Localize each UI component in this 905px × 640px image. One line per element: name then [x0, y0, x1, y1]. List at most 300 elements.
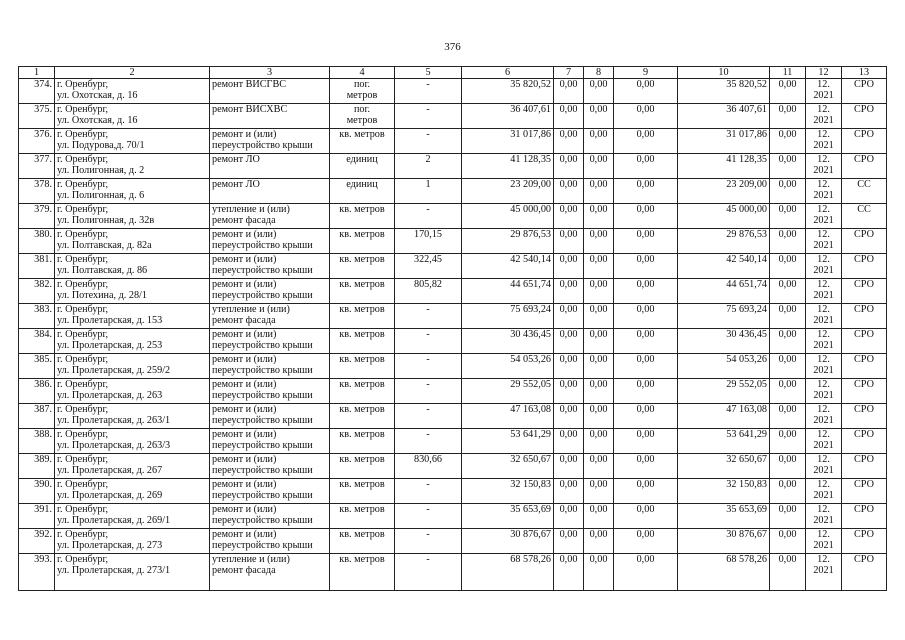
work-type-line1: ремонт и (или)	[212, 129, 277, 140]
table-cell	[806, 529, 842, 554]
quantity: -	[426, 379, 430, 390]
deadline-year: 2021	[813, 90, 834, 101]
table-cell	[806, 504, 842, 529]
table-cell	[678, 454, 770, 479]
row-number: 383.	[34, 304, 52, 315]
row-number: 374.	[34, 79, 52, 90]
table-cell	[614, 79, 678, 104]
table-cell	[614, 354, 678, 379]
work-type-line1: ремонт ЛО	[212, 154, 260, 165]
row-number: 377.	[34, 154, 52, 165]
table-cell	[330, 254, 395, 279]
total-cost: 75 693,24	[510, 304, 551, 315]
table-cell	[19, 379, 55, 404]
amount-col7: 0,00	[559, 429, 578, 440]
quantity: -	[426, 79, 430, 90]
total-cost: 29 552,05	[510, 379, 551, 390]
deadline-month: 12.	[817, 154, 830, 165]
table-cell	[770, 479, 806, 504]
amount-col9: 0,00	[636, 504, 655, 515]
deadline-month: 12.	[817, 254, 830, 265]
quantity: -	[426, 429, 430, 440]
address-street: ул. Пролетарская, д. 153	[57, 315, 163, 326]
table-cell	[584, 179, 614, 204]
quantity: 805,82	[413, 279, 442, 290]
table-cell	[554, 479, 584, 504]
table-cell	[770, 329, 806, 354]
work-type-line2: переустройство крыши	[212, 465, 313, 476]
table-cell	[614, 329, 678, 354]
table-cell	[210, 329, 330, 354]
table-row	[19, 104, 887, 129]
table-cell	[842, 104, 887, 129]
deadline-month: 12.	[817, 354, 830, 365]
work-type-line1: ремонт и (или)	[212, 454, 277, 465]
amount-col7: 0,00	[559, 304, 578, 315]
table-row	[19, 429, 887, 454]
table-cell	[842, 529, 887, 554]
deadline-month: 12.	[817, 554, 830, 565]
table-cell	[584, 104, 614, 129]
row-number: 380.	[34, 229, 52, 240]
table-cell	[554, 154, 584, 179]
table-row	[19, 329, 887, 354]
table-cell	[462, 279, 554, 304]
table-cell	[395, 504, 462, 529]
table-cell	[462, 304, 554, 329]
address-street: ул. Охотская, д. 16	[57, 90, 138, 101]
table-cell	[614, 179, 678, 204]
table-cell	[210, 479, 330, 504]
table-cell	[554, 279, 584, 304]
table-cell	[210, 529, 330, 554]
table-cell	[842, 329, 887, 354]
address-city: г. Оренбург,	[57, 154, 109, 165]
column-number-row	[19, 67, 887, 79]
table-cell	[462, 204, 554, 229]
work-type-line2: переустройство крыши	[212, 515, 313, 526]
unit-line1: кв. метров	[339, 354, 385, 365]
table-cell	[678, 154, 770, 179]
row-number: 375.	[34, 104, 52, 115]
amount-col10: 47 163,08	[726, 404, 767, 415]
row-number: 389.	[34, 454, 52, 465]
column-header: 7	[554, 67, 584, 79]
table-cell	[330, 504, 395, 529]
amount-col10: 32 650,67	[726, 454, 767, 465]
table-cell	[806, 479, 842, 504]
column-header: 13	[842, 67, 887, 79]
work-type-line1: ремонт и (или)	[212, 404, 277, 415]
table-cell	[678, 504, 770, 529]
address-street: ул. Пролетарская, д. 263	[57, 390, 163, 401]
total-cost: 36 407,61	[510, 104, 551, 115]
work-type-line2: переустройство крыши	[212, 140, 313, 151]
table-cell	[678, 354, 770, 379]
table-cell	[395, 454, 462, 479]
table-cell	[19, 229, 55, 254]
amount-col10: 75 693,24	[726, 304, 767, 315]
table-cell	[19, 554, 55, 591]
table-cell	[210, 79, 330, 104]
row-number: 387.	[34, 404, 52, 415]
work-type-line2: ремонт фасада	[212, 315, 276, 326]
total-cost: 35 653,69	[510, 504, 551, 515]
column-header: 10	[678, 67, 770, 79]
table-cell	[806, 104, 842, 129]
unit-line1: кв. метров	[339, 529, 385, 540]
table-cell	[614, 429, 678, 454]
amount-col10: 35 820,52	[726, 79, 767, 90]
table-cell	[554, 554, 584, 591]
work-type-line1: ремонт и (или)	[212, 429, 277, 440]
table-cell	[678, 104, 770, 129]
amount-col7: 0,00	[559, 254, 578, 265]
table-cell	[842, 454, 887, 479]
address-street: ул. Пролетарская, д. 269/1	[57, 515, 171, 526]
table-cell	[554, 204, 584, 229]
table-cell	[330, 304, 395, 329]
work-type-line1: ремонт ЛО	[212, 179, 260, 190]
work-type-line1: ремонт и (или)	[212, 379, 277, 390]
deadline-month: 12.	[817, 229, 830, 240]
amount-col10: 44 651,74	[726, 279, 767, 290]
table-cell	[806, 79, 842, 104]
deadline-year: 2021	[813, 265, 834, 276]
address-city: г. Оренбург,	[57, 104, 109, 115]
table-cell	[395, 254, 462, 279]
table-cell	[330, 154, 395, 179]
table-cell	[584, 554, 614, 591]
deadline-month: 12.	[817, 404, 830, 415]
row-number: 390.	[34, 479, 52, 490]
table-cell	[584, 229, 614, 254]
unit-line1: кв. метров	[339, 304, 385, 315]
deadline-year: 2021	[813, 465, 834, 476]
table-row	[19, 204, 887, 229]
table-cell	[55, 404, 210, 429]
table-cell	[462, 329, 554, 354]
table-cell	[210, 279, 330, 304]
deadline-year: 2021	[813, 340, 834, 351]
table-cell	[842, 79, 887, 104]
table-cell	[210, 229, 330, 254]
address-street: ул. Полигонная, д. 32в	[57, 215, 155, 226]
table-cell	[19, 429, 55, 454]
table-cell	[614, 279, 678, 304]
amount-col9: 0,00	[636, 529, 655, 540]
table-cell	[210, 454, 330, 479]
amount-col7: 0,00	[559, 504, 578, 515]
amount-col9: 0,00	[636, 79, 655, 90]
contractor-method: СРО	[854, 229, 874, 240]
amount-col8: 0,00	[589, 179, 608, 190]
amount-col11: 0,00	[778, 229, 797, 240]
table-cell	[842, 479, 887, 504]
amount-col11: 0,00	[778, 204, 797, 215]
table-cell	[19, 329, 55, 354]
work-type-line2: переустройство крыши	[212, 290, 313, 301]
deadline-month: 12.	[817, 204, 830, 215]
address-city: г. Оренбург,	[57, 129, 109, 140]
amount-col7: 0,00	[559, 454, 578, 465]
table-cell	[770, 429, 806, 454]
table-cell	[614, 479, 678, 504]
work-type-line2: переустройство крыши	[212, 415, 313, 426]
deadline-month: 12.	[817, 179, 830, 190]
amount-col8: 0,00	[589, 154, 608, 165]
table-row	[19, 254, 887, 279]
table-cell	[210, 104, 330, 129]
deadline-year: 2021	[813, 515, 834, 526]
table-cell	[554, 254, 584, 279]
work-type-line1: ремонт и (или)	[212, 279, 277, 290]
contractor-method: СРО	[854, 554, 874, 565]
total-cost: 54 053,26	[510, 354, 551, 365]
contractor-method: СРО	[854, 529, 874, 540]
contractor-method: СРО	[854, 429, 874, 440]
deadline-month: 12.	[817, 529, 830, 540]
total-cost: 32 650,67	[510, 454, 551, 465]
unit-line1: кв. метров	[339, 329, 385, 340]
table-cell	[55, 329, 210, 354]
table-cell	[395, 379, 462, 404]
table-cell	[678, 229, 770, 254]
table-cell	[554, 429, 584, 454]
address-street: ул. Охотская, д. 16	[57, 115, 138, 126]
address-city: г. Оренбург,	[57, 429, 109, 440]
amount-col10: 36 407,61	[726, 104, 767, 115]
deadline-month: 12.	[817, 279, 830, 290]
quantity: 830,66	[413, 454, 442, 465]
table-cell	[462, 429, 554, 454]
table-cell	[395, 79, 462, 104]
table-cell	[55, 504, 210, 529]
address-street: ул. Пролетарская, д. 269	[57, 490, 163, 501]
contractor-method: СРО	[854, 504, 874, 515]
amount-col11: 0,00	[778, 404, 797, 415]
work-type-line1: ремонт и (или)	[212, 329, 277, 340]
table-cell	[210, 554, 330, 591]
table-cell	[770, 104, 806, 129]
address-city: г. Оренбург,	[57, 354, 109, 365]
table-cell	[842, 429, 887, 454]
amount-col7: 0,00	[559, 179, 578, 190]
table-cell	[395, 154, 462, 179]
contractor-method: СРО	[854, 479, 874, 490]
amount-col10: 35 653,69	[726, 504, 767, 515]
table-cell	[842, 404, 887, 429]
table-cell	[806, 304, 842, 329]
quantity: -	[426, 204, 430, 215]
table-cell	[55, 229, 210, 254]
address-city: г. Оренбург,	[57, 254, 109, 265]
total-cost: 68 578,26	[510, 554, 551, 565]
table-cell	[584, 154, 614, 179]
table-cell	[614, 529, 678, 554]
table-cell	[614, 254, 678, 279]
table-cell	[210, 154, 330, 179]
amount-col8: 0,00	[589, 304, 608, 315]
column-header: 3	[210, 67, 330, 79]
table-cell	[554, 104, 584, 129]
table-cell	[584, 429, 614, 454]
table-cell	[395, 354, 462, 379]
deadline-year: 2021	[813, 215, 834, 226]
work-type-line1: утепление и (или)	[212, 554, 290, 565]
table-cell	[395, 179, 462, 204]
amount-col10: 68 578,26	[726, 554, 767, 565]
table-cell	[462, 104, 554, 129]
work-type-line2: переустройство крыши	[212, 240, 313, 251]
amount-col7: 0,00	[559, 229, 578, 240]
row-number: 388.	[34, 429, 52, 440]
deadline-year: 2021	[813, 190, 834, 201]
table-cell	[806, 379, 842, 404]
table-cell	[55, 154, 210, 179]
table-cell	[614, 129, 678, 154]
table-cell	[462, 254, 554, 279]
table-cell	[614, 404, 678, 429]
table-cell	[55, 254, 210, 279]
table-cell	[554, 379, 584, 404]
contractor-method: СРО	[854, 379, 874, 390]
amount-col11: 0,00	[778, 529, 797, 540]
address-city: г. Оренбург,	[57, 529, 109, 540]
table-cell	[330, 354, 395, 379]
amount-col9: 0,00	[636, 254, 655, 265]
work-type-line1: утепление и (или)	[212, 204, 290, 215]
amount-col10: 29 876,53	[726, 229, 767, 240]
unit-line1: пог.	[353, 104, 371, 115]
address-city: г. Оренбург,	[57, 479, 109, 490]
table-cell	[770, 354, 806, 379]
table-cell	[554, 504, 584, 529]
unit-line1: кв. метров	[339, 254, 385, 265]
table-cell	[395, 129, 462, 154]
deadline-year: 2021	[813, 490, 834, 501]
table-cell	[554, 304, 584, 329]
deadline-month: 12.	[817, 379, 830, 390]
contractor-method: СРО	[854, 404, 874, 415]
amount-col8: 0,00	[589, 354, 608, 365]
table-cell	[678, 379, 770, 404]
amount-col7: 0,00	[559, 404, 578, 415]
amount-col9: 0,00	[636, 204, 655, 215]
total-cost: 29 876,53	[510, 229, 551, 240]
address-street: ул. Подурова,д. 70/1	[57, 140, 145, 151]
amount-col11: 0,00	[778, 454, 797, 465]
table-cell	[614, 454, 678, 479]
table-cell	[330, 229, 395, 254]
table-cell	[806, 129, 842, 154]
table-cell	[614, 304, 678, 329]
table-cell	[462, 79, 554, 104]
work-type-line2: переустройство крыши	[212, 265, 313, 276]
amount-col11: 0,00	[778, 79, 797, 90]
unit-line1: кв. метров	[339, 479, 385, 490]
table-cell	[678, 79, 770, 104]
register-body	[19, 79, 887, 591]
table-cell	[806, 279, 842, 304]
table-cell	[770, 79, 806, 104]
table-cell	[584, 204, 614, 229]
column-header: 6	[462, 67, 554, 79]
table-cell	[770, 404, 806, 429]
table-cell	[330, 379, 395, 404]
table-cell	[806, 429, 842, 454]
total-cost: 41 128,35	[510, 154, 551, 165]
table-cell	[842, 179, 887, 204]
table-cell	[210, 504, 330, 529]
table-cell	[462, 129, 554, 154]
table-cell	[584, 354, 614, 379]
table-cell	[55, 454, 210, 479]
amount-col8: 0,00	[589, 104, 608, 115]
table-cell	[584, 129, 614, 154]
table-cell	[554, 229, 584, 254]
contractor-method: СРО	[854, 104, 874, 115]
table-cell	[842, 204, 887, 229]
quantity: 1	[425, 179, 431, 190]
table-cell	[55, 179, 210, 204]
table-row	[19, 229, 887, 254]
table-cell	[210, 404, 330, 429]
address-city: г. Оренбург,	[57, 454, 109, 465]
table-cell	[462, 154, 554, 179]
table-cell	[330, 204, 395, 229]
contractor-method: СС	[857, 204, 871, 215]
unit-line1: кв. метров	[339, 279, 385, 290]
table-cell	[842, 354, 887, 379]
table-cell	[554, 129, 584, 154]
deadline-month: 12.	[817, 329, 830, 340]
unit-line1: кв. метров	[339, 504, 385, 515]
amount-col11: 0,00	[778, 179, 797, 190]
table-cell	[806, 154, 842, 179]
table-cell	[806, 179, 842, 204]
table-cell	[770, 179, 806, 204]
amount-col9: 0,00	[636, 479, 655, 490]
table-cell	[678, 254, 770, 279]
table-cell	[554, 329, 584, 354]
table-cell	[842, 504, 887, 529]
unit-line1: кв. метров	[339, 454, 385, 465]
table-cell	[678, 429, 770, 454]
address-city: г. Оренбург,	[57, 379, 109, 390]
amount-col8: 0,00	[589, 329, 608, 340]
table-cell	[842, 379, 887, 404]
repair-register-table	[18, 66, 887, 591]
table-cell	[330, 129, 395, 154]
unit-line1: кв. метров	[339, 379, 385, 390]
work-type-line2: переустройство крыши	[212, 490, 313, 501]
amount-col10: 30 436,45	[726, 329, 767, 340]
table-cell	[806, 404, 842, 429]
table-cell	[842, 554, 887, 591]
amount-col10: 30 876,67	[726, 529, 767, 540]
table-cell	[330, 104, 395, 129]
amount-col8: 0,00	[589, 204, 608, 215]
table-cell	[614, 229, 678, 254]
table-cell	[19, 454, 55, 479]
column-header: 4	[330, 67, 395, 79]
unit-line1: пог.	[353, 79, 371, 90]
amount-col9: 0,00	[636, 179, 655, 190]
table-cell	[330, 404, 395, 429]
table-cell	[395, 229, 462, 254]
table-cell	[330, 79, 395, 104]
